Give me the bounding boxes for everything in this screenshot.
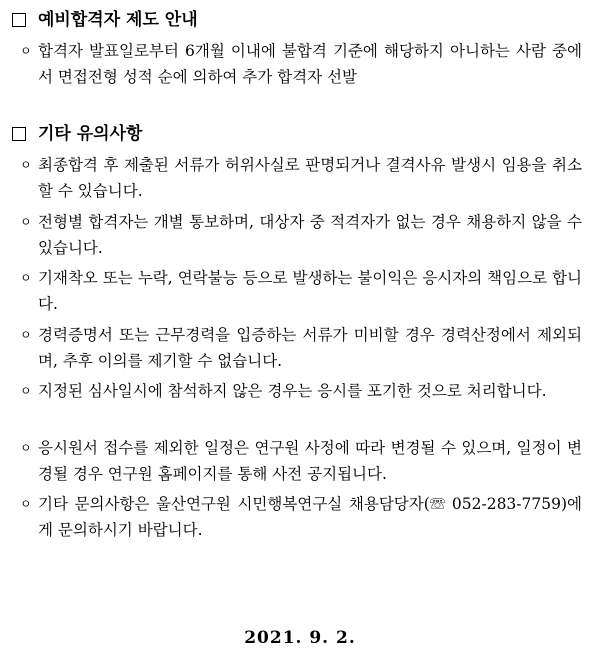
list-item [20,435,582,487]
section-heading-reserve [12,9,198,31]
bullet-icon: ㅇ [20,44,32,58]
list-item [20,209,582,261]
item-text: 기재착오 또는 누락, 연락불능 등으로 발생하는 불이익은 응시자의 책임으로 합니다. [38,269,582,313]
bullet-icon: ㅇ [20,441,32,455]
bullet-icon: ㅇ [20,328,32,342]
section-title: 예비합격자 제도 안내 [38,10,198,30]
list-item [20,491,582,543]
bullet-icon: ㅇ [20,497,32,511]
item-text: 전형별 합격자는 개별 통보하며, 대상자 중 적격자가 없는 경우 채용하지 않을 수 있습니다. [38,213,582,257]
item-text: 합격자 발표일로부터 6개월 이내에 불합격 기준에 해당하지 아니하는 사람 중에서 면접전형 성적 순에 의하여 추가 합격자 선발 [38,42,582,86]
list-item [20,322,582,374]
list-item [20,378,582,404]
list-item [20,265,582,317]
item-text: 지정된 심사일시에 참석하지 않은 경우는 응시를 포기한 것으로 처리합니다. [38,382,547,400]
document-date: 2021. 9. 2. [244,628,356,648]
checkbox-square-icon [12,127,26,141]
checkbox-square-icon [12,13,26,27]
list-item [20,152,582,204]
bullet-icon: ㅇ [20,271,32,285]
item-text: 최종합격 후 제출된 서류가 허위사실로 판명되거나 결격사유 발생시 임용을 취소할 수 있습니다. [38,156,582,200]
item-text: 기타 문의사항은 울산연구원 시민행복연구실 채용담당자(☏ 052-283-7759)에게 문의하시기 바랍니다. [38,495,582,539]
bullet-icon: ㅇ [20,158,32,172]
bullet-icon: ㅇ [20,215,32,229]
bullet-icon: ㅇ [20,384,32,398]
item-text: 응시원서 접수를 제외한 일정은 연구원 사정에 따라 변경될 수 있으며, 일정이 변경될 경우 연구원 홈페이지를 통해 사전 공지됩니다. [38,439,582,483]
section-title: 기타 유의사항 [38,124,143,144]
list-item [20,38,582,90]
section-heading-notes [12,123,142,145]
item-text: 경력증명서 또는 근무경력을 입증하는 서류가 미비할 경우 경력산정에서 제외되며, 추후 이의를 제기할 수 없습니다. [38,326,582,370]
